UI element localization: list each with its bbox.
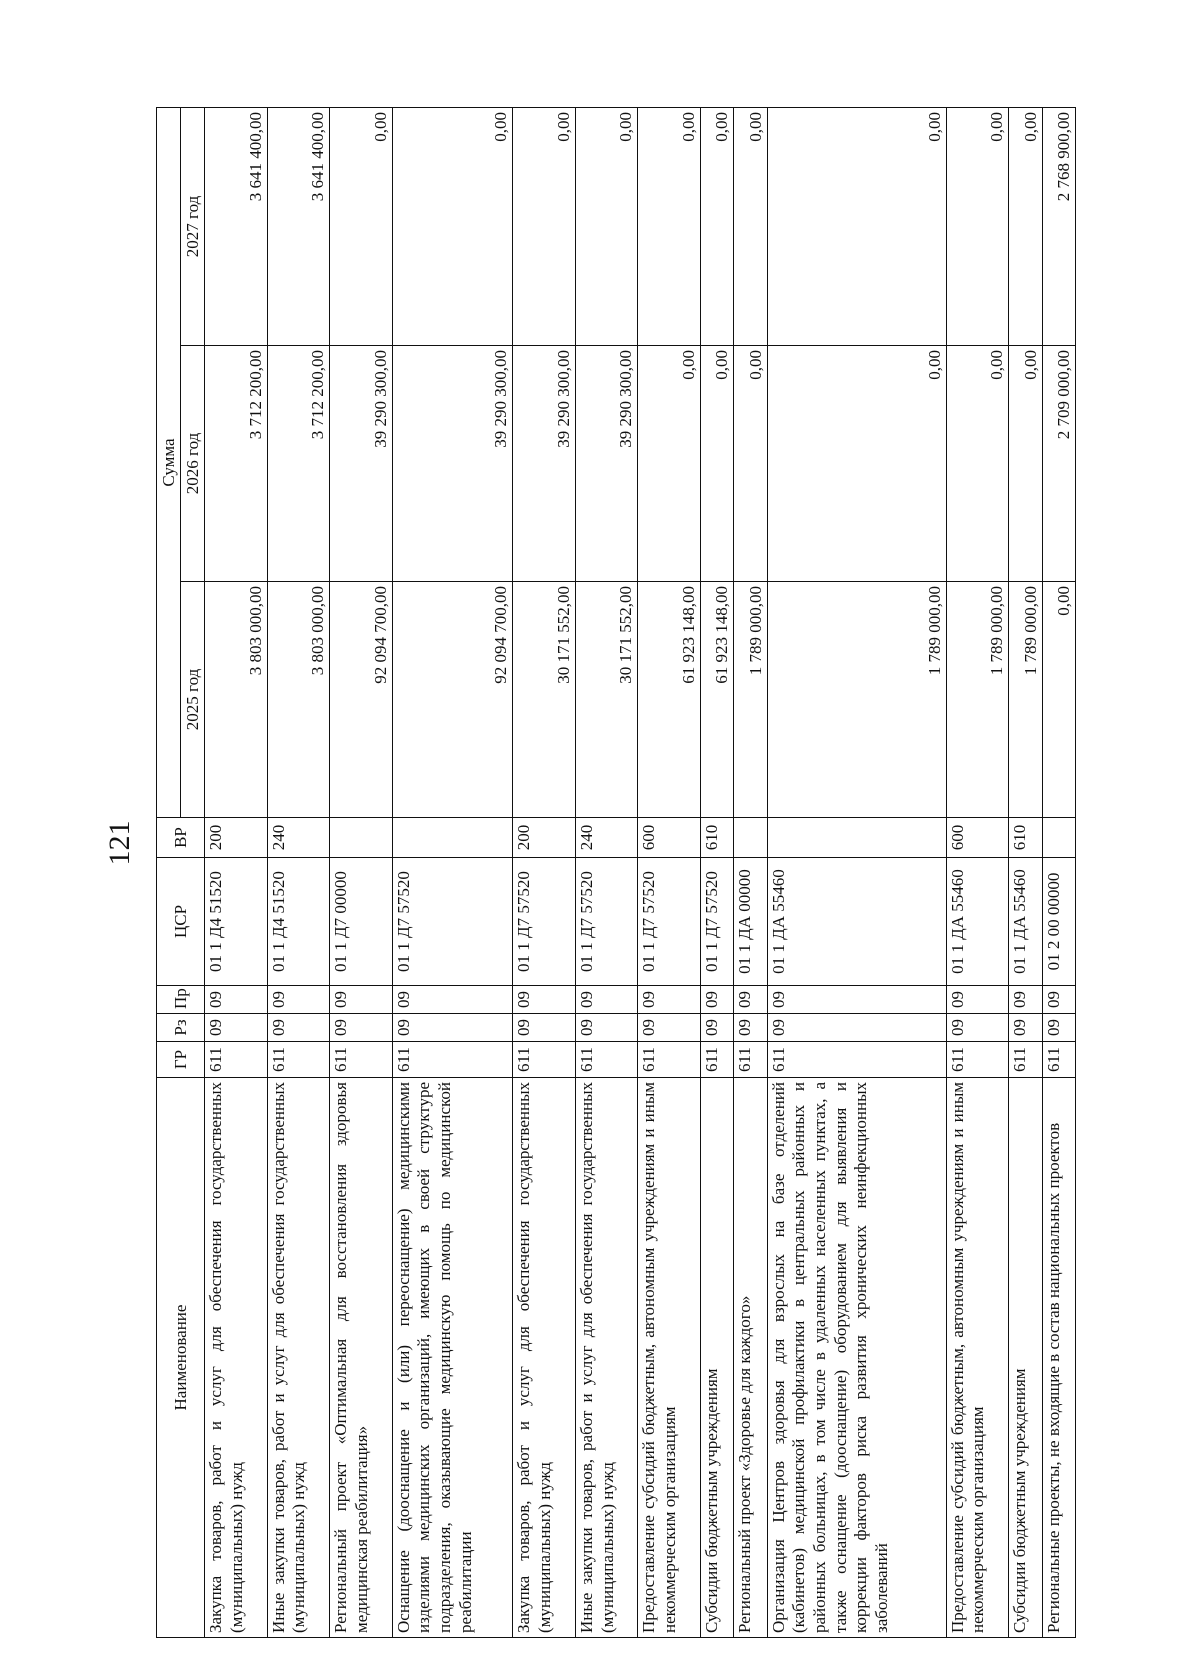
row-name: Иные закупки товаров, работ и услуг для обеспечения государственных (муниципальных) нужд	[267, 1078, 330, 1638]
row-gr: 611	[267, 1042, 330, 1078]
row-rz: 09	[392, 1014, 513, 1042]
row-csr: 01 1 Д4 51520	[267, 858, 330, 986]
row-gr: 611	[392, 1042, 513, 1078]
row-csr: 01 1 Д7 57520	[700, 858, 733, 986]
row-name: Оснащение (дооснащение и (или) переоснащение) медицинскими изделиями медицинских организаций, имеющих в своей структуре подразделения, оказывающие медицинскую помощь по медицинской реабилитации	[392, 1078, 513, 1638]
row-pr: 09	[1042, 986, 1076, 1014]
row-vr	[734, 818, 767, 858]
row-vr	[392, 818, 513, 858]
row-rz: 09	[267, 1014, 330, 1042]
row-gr: 611	[513, 1042, 576, 1078]
row-2027: 0,00	[575, 108, 638, 346]
row-name: Субсидии бюджетным учреждениям	[700, 1078, 733, 1638]
row-csr: 01 1 Д7 00000	[330, 858, 393, 986]
row-2027: 0,00	[330, 108, 393, 346]
rotated-table-wrapper	[156, 108, 1076, 1638]
row-rz: 09	[946, 1014, 1009, 1042]
row-name: Закупка товаров, работ и услуг для обеспечения государственных (муниципальных) нужд	[205, 1078, 268, 1638]
row-2026: 0,00	[734, 346, 767, 582]
row-csr: 01 1 ДА 55460	[767, 858, 946, 986]
header-csr: ЦСР	[157, 858, 205, 986]
row-pr: 09	[267, 986, 330, 1014]
row-2027: 0,00	[513, 108, 576, 346]
row-2027: 2 768 900,00	[1042, 108, 1076, 346]
row-rz: 09	[767, 1014, 946, 1042]
row-name: Региональный проект «Здоровье для каждого»	[734, 1078, 767, 1638]
row-pr: 09	[700, 986, 733, 1014]
row-2025: 1 789 000,00	[1009, 582, 1042, 818]
row-rz: 09	[1009, 1014, 1042, 1042]
row-name: Иные закупки товаров, работ и услуг для обеспечения государственных (муниципальных) нужд	[575, 1078, 638, 1638]
row-csr: 01 1 Д7 57520	[638, 858, 701, 986]
row-2025: 3 803 000,00	[205, 582, 268, 818]
row-pr: 09	[205, 986, 268, 1014]
row-rz: 09	[575, 1014, 638, 1042]
header-sum: Сумма	[157, 108, 181, 818]
row-csr: 01 1 Д7 57520	[513, 858, 576, 986]
table-row	[392, 108, 513, 1638]
row-2027: 0,00	[767, 108, 946, 346]
table-row	[513, 108, 576, 1638]
row-name: Региональные проекты, не входящие в состав национальных проектов	[1042, 1078, 1076, 1638]
header-2026: 2026 год	[181, 346, 205, 582]
row-2026: 3 712 200,00	[205, 346, 268, 582]
table-row	[330, 108, 393, 1638]
header-2025: 2025 год	[181, 582, 205, 818]
row-2027: 0,00	[700, 108, 733, 346]
row-name: Организация Центров здоровья для взрослых на базе отделений (кабинетов) медицинской профилактики в центральных районных и районных больницах, в том числе в удаленных населенных пунктах, а также оснащение (дооснащение) оборудованием для выявления и коррекции факторов риска развития хронических неинфекционных заболеваний	[767, 1078, 946, 1638]
row-2026: 0,00	[700, 346, 733, 582]
row-gr: 611	[734, 1042, 767, 1078]
row-2027: 0,00	[392, 108, 513, 346]
row-csr: 01 1 Д4 51520	[205, 858, 268, 986]
row-2025: 1 789 000,00	[767, 582, 946, 818]
row-gr: 611	[946, 1042, 1009, 1078]
row-name: Предоставление субсидий бюджетным, автономным учреждениям и иным некоммерческим организациям	[638, 1078, 701, 1638]
row-pr: 09	[392, 986, 513, 1014]
row-2026: 39 290 300,00	[392, 346, 513, 582]
row-gr: 611	[330, 1042, 393, 1078]
header-gr: ГР	[157, 1042, 205, 1078]
row-rz: 09	[638, 1014, 701, 1042]
row-vr: 200	[513, 818, 576, 858]
row-csr: 01 1 ДА 55460	[946, 858, 1009, 986]
header-rz: Рз	[157, 1014, 205, 1042]
row-gr: 611	[1009, 1042, 1042, 1078]
row-2026: 39 290 300,00	[330, 346, 393, 582]
table-row	[946, 108, 1009, 1638]
table-row	[267, 108, 330, 1638]
row-2025: 0,00	[1042, 582, 1076, 818]
row-2027: 0,00	[734, 108, 767, 346]
row-vr	[1042, 818, 1076, 858]
row-rz: 09	[734, 1014, 767, 1042]
header-vr: ВР	[157, 818, 205, 858]
row-name: Субсидии бюджетным учреждениям	[1009, 1078, 1042, 1638]
row-csr: 01 2 00 00000	[1042, 858, 1076, 986]
row-pr: 09	[330, 986, 393, 1014]
table-row	[734, 108, 767, 1638]
table-row	[205, 108, 268, 1638]
row-2026: 0,00	[767, 346, 946, 582]
row-gr: 611	[638, 1042, 701, 1078]
row-csr: 01 1 ДА 00000	[734, 858, 767, 986]
row-pr: 09	[638, 986, 701, 1014]
table-body	[205, 108, 1076, 1638]
row-vr: 200	[205, 818, 268, 858]
row-2026: 0,00	[638, 346, 701, 582]
row-vr	[767, 818, 946, 858]
row-gr: 611	[700, 1042, 733, 1078]
row-2027: 0,00	[946, 108, 1009, 346]
row-2026: 0,00	[1009, 346, 1042, 582]
row-gr: 611	[1042, 1042, 1076, 1078]
row-rz: 09	[330, 1014, 393, 1042]
row-pr: 09	[734, 986, 767, 1014]
row-rz: 09	[700, 1014, 733, 1042]
row-2025: 61 923 148,00	[638, 582, 701, 818]
row-pr: 09	[1009, 986, 1042, 1014]
table-row	[1009, 108, 1042, 1638]
row-2027: 0,00	[638, 108, 701, 346]
row-vr: 610	[700, 818, 733, 858]
row-rz: 09	[205, 1014, 268, 1042]
header-2027: 2027 год	[181, 108, 205, 346]
row-gr: 611	[767, 1042, 946, 1078]
table-row	[638, 108, 701, 1638]
row-2025: 3 803 000,00	[267, 582, 330, 818]
row-gr: 611	[205, 1042, 268, 1078]
row-name: Региональный проект «Оптимальная для восстановления здоровья медицинская реабилитация»	[330, 1078, 393, 1638]
row-2025: 30 171 552,00	[575, 582, 638, 818]
row-2026: 39 290 300,00	[513, 346, 576, 582]
row-2026: 2 709 000,00	[1042, 346, 1076, 582]
row-pr: 09	[946, 986, 1009, 1014]
row-name: Предоставление субсидий бюджетным, автономным учреждениям и иным некоммерческим организациям	[946, 1078, 1009, 1638]
row-rz: 09	[1042, 1014, 1076, 1042]
row-csr: 01 1 Д7 57520	[392, 858, 513, 986]
row-2025: 92 094 700,00	[392, 582, 513, 818]
row-2025: 30 171 552,00	[513, 582, 576, 818]
row-vr: 600	[638, 818, 701, 858]
header-name: Наименование	[157, 1078, 205, 1638]
row-csr: 01 1 Д7 57520	[575, 858, 638, 986]
row-pr: 09	[767, 986, 946, 1014]
row-pr: 09	[575, 986, 638, 1014]
row-2025: 61 923 148,00	[700, 582, 733, 818]
row-name: Закупка товаров, работ и услуг для обеспечения государственных (муниципальных) нужд	[513, 1078, 576, 1638]
budget-table	[156, 107, 1076, 1638]
table-row	[1042, 108, 1076, 1638]
table-row	[767, 108, 946, 1638]
row-vr: 600	[946, 818, 1009, 858]
row-vr: 240	[267, 818, 330, 858]
row-vr	[330, 818, 393, 858]
row-rz: 09	[513, 1014, 576, 1042]
row-pr: 09	[513, 986, 576, 1014]
row-2027: 0,00	[1009, 108, 1042, 346]
row-2027: 3 641 400,00	[267, 108, 330, 346]
row-2026: 0,00	[946, 346, 1009, 582]
row-2025: 92 094 700,00	[330, 582, 393, 818]
header-pr: Пр	[157, 986, 205, 1014]
row-gr: 611	[575, 1042, 638, 1078]
row-csr: 01 1 ДА 55460	[1009, 858, 1042, 986]
row-2027: 3 641 400,00	[205, 108, 268, 346]
row-2025: 1 789 000,00	[946, 582, 1009, 818]
row-2026: 3 712 200,00	[267, 346, 330, 582]
page-number: 121	[103, 820, 136, 866]
row-vr: 240	[575, 818, 638, 858]
row-2025: 1 789 000,00	[734, 582, 767, 818]
row-vr: 610	[1009, 818, 1042, 858]
row-2026: 39 290 300,00	[575, 346, 638, 582]
table-row	[575, 108, 638, 1638]
table-row	[700, 108, 733, 1638]
table-header	[157, 108, 205, 1638]
